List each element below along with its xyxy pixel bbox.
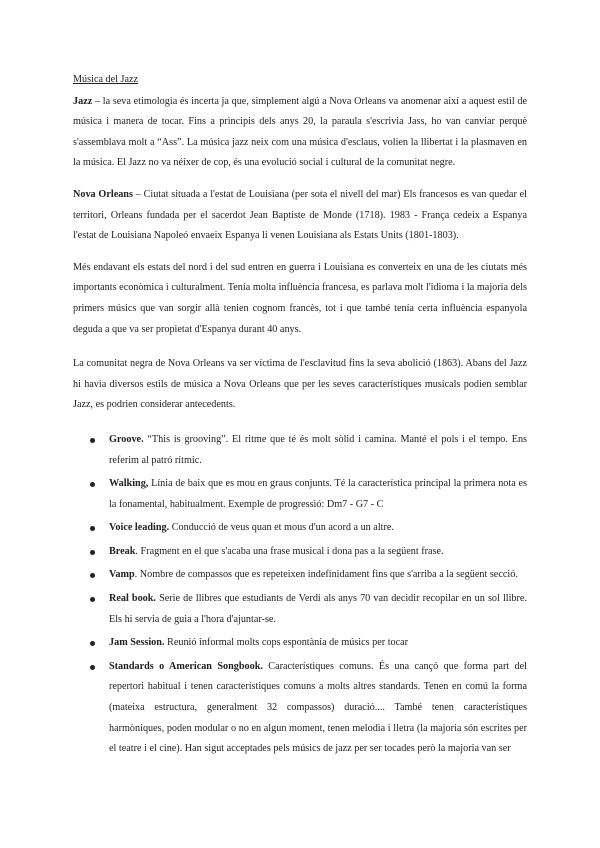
paragraph-jazz-text: – la seva etimologia és incerta ja que, simplement algú a Nova Orleans va anomenar així a aquest estil de música i manera de tocar. Fins a principis dels anys 20, la paraula s'escrivia Jass, ho van canviar perquè s'assemblava molt a “Ass”. La música jazz neix com una música d'esclaus, volien la llibertat i la plasmaven en la música. El Jazz no va néixer de cop, és una evolució social i cultural de la comunitat negre. xyxy=(73,95,527,169)
list-item-break xyxy=(73,542,527,563)
bullet-dot-icon xyxy=(90,641,95,646)
document-page xyxy=(73,70,527,763)
bullet-dot-icon xyxy=(90,550,95,555)
list-item-vamp xyxy=(73,565,527,586)
concepts-list xyxy=(73,430,527,760)
list-item-text: Reunió informal molts cops espontània de músics per tocar xyxy=(164,637,409,649)
bullet-dot-icon xyxy=(90,665,95,670)
paragraph-nova-orleans-text: – Ciutat situada a l'estat de Louisiana (per sota el nivell del mar) Els francesos es van quedar el territori, Orleans fundada per el sacerdot Jean Baptiste de Monde (1718). 1983 - França cedeix a Espanya l'estat de Louisiana Napoleó envaeix Espanya li venen Louisiana als Estats Units (1801-1803). xyxy=(73,188,527,242)
list-item-voice-leading xyxy=(73,518,527,539)
list-item-term: Voice leading. xyxy=(109,522,170,534)
term-nova-orleans: Nova Orleans xyxy=(73,188,133,200)
list-item-jam-session xyxy=(73,633,527,654)
bullet-dot-icon xyxy=(90,597,95,602)
page-title: Música del Jazz xyxy=(73,74,139,85)
list-item-standards xyxy=(73,657,527,760)
list-item-term: Vamp xyxy=(109,569,135,581)
list-item-term: Groove. xyxy=(109,433,144,445)
term-jazz: Jazz xyxy=(73,95,93,107)
list-item-text: Conducció de veus quan et mous d'un acord a un altre. xyxy=(169,522,394,534)
paragraph-comunitat: La comunitat negra de Nova Orleans va ser víctima de l'esclavitud fins la seva abolició (1863). Abans del Jazz hi havia diversos estils de música a Nova Orleans que per les seves característiques musicals podien semblar Jazz, es podrien considerar antecedents. xyxy=(73,358,527,411)
list-item-real-book xyxy=(73,589,527,630)
list-item-text: Serie de llibres que estudiants de Verdi als anys 70 van decidir recopilar en un sol llibre. Els hi servia de guia a l'hora d'ajuntar-se. xyxy=(109,593,527,625)
list-item-text: . Nombre de compassos que es repeteixen indefinidament fins que s'arriba a la següent secció. xyxy=(134,569,518,581)
bullet-dot-icon xyxy=(90,438,95,443)
list-item-term: Jam Session. xyxy=(109,637,165,649)
list-item-text: Característiques comuns. És una cançó que forma part del repertori habitual i tenen característiques comuns a molts altres standards. Tenen en comú la forma (mateixa estructura, generalment 32 compassos) duració.... També tenen característiques harmòniques, poden modular o no en algun moment, tenen melodia i lletra (la majoria són escrites per el teatre i el cine). Han sigut acceptades pels músics de jazz per ser tocades però la majoria van ser xyxy=(109,660,527,755)
bullet-dot-icon xyxy=(90,573,95,578)
paragraph-mes-endavant: Més endavant els estats del nord i del sud entren en guerra i Louisiana es converteix en una de les ciutats més importants econòmica i culturalment. Tenía molta influència francesa, es parlava molt l'idioma i la majoría dels primers músics que van sorgir allà tenien cognom francès, tot i que també tenía certa influència espanyola deguda a que va ser propietat d'Espanya durant 40 anys. xyxy=(73,261,527,335)
list-item-groove xyxy=(73,430,527,471)
list-item-text: Línia de baix que es mou en graus conjunts. Té la característica principal la primera nota es la fonamental, habitualment. Exemple de progressió: Dm7 - G7 - C xyxy=(109,478,527,510)
list-item-term: Walking, xyxy=(109,478,149,490)
bullet-dot-icon xyxy=(90,526,95,531)
list-item-term: Standards o American Songbook. xyxy=(109,660,263,672)
list-item-text: . Fragment en el que s'acaba una frase musical i dona pas a la següent frase. xyxy=(135,545,444,557)
list-item-term: Break xyxy=(109,545,136,557)
list-item-text: “This is grooving”. El ritme que té és molt sòlid i camina. Manté el pols i el tempo. Ens referim al patró rítmic. xyxy=(109,433,527,466)
bullet-dot-icon xyxy=(90,482,95,487)
list-item-walking xyxy=(73,474,527,515)
paragraph-jazz xyxy=(73,92,527,174)
paragraph-nova-orleans xyxy=(73,185,527,247)
list-item-term: Real book. xyxy=(109,593,156,605)
